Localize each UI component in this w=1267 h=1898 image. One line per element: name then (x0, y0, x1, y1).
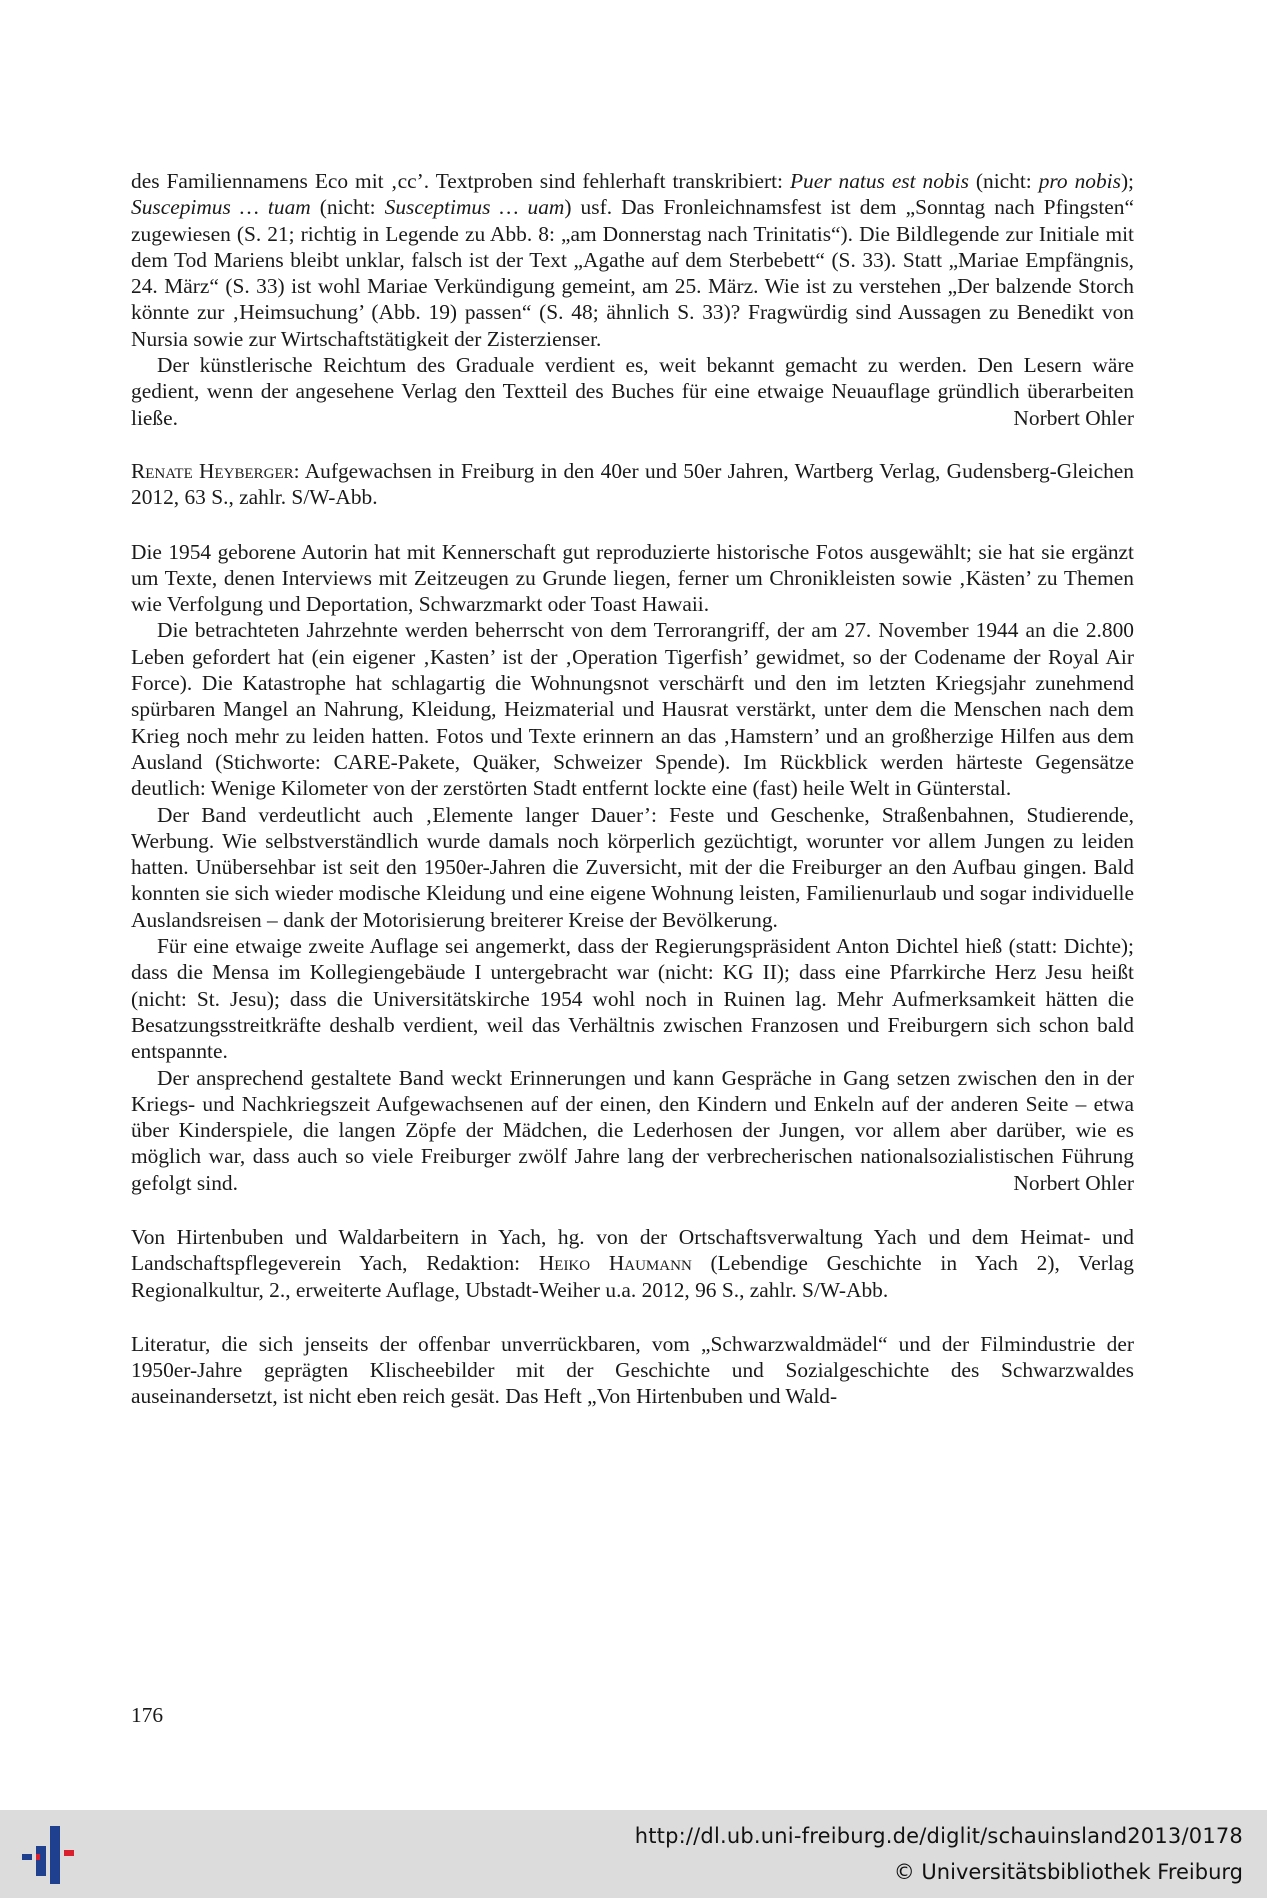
italic-run: Susceptimus … uam (384, 195, 565, 220)
italic-run: pro nobis (1038, 169, 1121, 193)
spacer (131, 1303, 1134, 1331)
text-run: Von Hirtenbuben und Waldarbeitern in Yach, hg. von der Ortschaftsverwaltung Yach und dem Heimat- und Landschaftspflegeverein Yach, Redaktion: (131, 1224, 1134, 1276)
review1-signature: Norbert Ohler (1013, 405, 1134, 430)
review2-paragraph-2: Die betrachteten Jahrzehnte werden beherrscht von dem Terrorangriff, der am 27. November 1944 an die 2.800 Leben gefordert hat (ein eigener ‚Kasten’ ist der ‚Operation Tigerfish’ gewidmet, so der Codename der Royal Air Force). Die Katastrophe hat schlagartig die Wohnungsnot verschärft und den im letzten Kriegsjahr zunehmend spürbaren Mangel an Nahrung, Kleidung, Heizmaterial und Hausrat verstärkt, unter dem die Menschen nach dem Krieg noch mehr zu leiden hatten. Fotos und Texte erinnern an das ‚Hamstern’ und an großherzige Hilfen aus dem Ausland (Stichworte: CARE-Pakete, Quäker, Schweizer Spende). Im Rückblick werden härteste Gegensätze deutlich: Wenige Kilometer von der zerstörten Stadt entfernt lockte eine (fast) heile Welt in Günterstal. (131, 618, 1134, 801)
italic-run: Puer natus est nobis (789, 169, 969, 193)
text-run: ); (1120, 169, 1135, 193)
review1-paragraph-2 (131, 352, 1134, 431)
footer-bar (0, 1810, 1267, 1898)
review2-author: Renate Heyberger (131, 458, 294, 483)
page-number: 176 (131, 1703, 164, 1727)
text-run: (nicht: (968, 169, 1039, 193)
spacer (131, 1196, 1134, 1224)
review3-paragraph-1: Literatur, die sich jenseits der offenbar unverrückbaren, vom „Schwarzwaldmädel“ und der Filmindustrie der 1950er-Jahre geprägten Klischeebilder mit der Geschichte und Sozialgeschichte des Schwarzwaldes auseinandersetzt, ist nicht eben reich gesät. Das Heft „Von Hirtenbuben und Wald- (131, 1331, 1134, 1409)
review2-paragraph-3: Der Band verdeutlicht auch ‚Elemente langer Dauer’: Feste und Geschenke, Straßenbahnen, Studierende, Werbung. Wie selbstverständlich wurde damals noch körperlich gezüchtigt, worunter vor allem Jungen zu leiden hatten. Unübersehbar ist seit den 1950er-Jahren die Zuversicht, mit der die Freiburger an den Aufbau gingen. Bald konnten sie sich wieder modische Kleidung und eine eigene Wohnung leisten, Familienurlaub und sogar individuelle Auslandsreisen – dank der Motorisierung breiterer Kreise der Bevölkerung. (131, 802, 1134, 932)
spacer (131, 511, 1134, 539)
spacer (131, 431, 1134, 458)
review2-paragraph-4: Für eine etwaige zweite Auflage sei angemerkt, dass der Regierungspräsident Anton Dichtel hieß (statt: Dichte); dass die Mensa im Kollegiengebäude I untergebracht war (nicht: KG II); dass eine Pfarrkirche Herz Jesu heißt (nicht: St. Jesu); dass die Universitätskirche 1954 wohl noch in Ruinen lag. Mehr Aufmerksamkeit hätten die Besatzungsstreitkräfte deshalb verdient, weil das Verhältnis zwischen Franzosen und Freiburgern sich schon bald entspannte. (131, 934, 1134, 1064)
text-run: Der künstlerische Reichtum des Graduale verdient es, weit bekannt gemacht zu werden. Den Lesern wäre gedient, wenn der angesehene Verlag den Textteil des Buches für eine etwaige Neuauflage gründlich überarbeiten ließe. (131, 353, 1134, 430)
text-run: (nicht: (310, 195, 385, 220)
review2-heading (131, 458, 1134, 511)
text-run: (Lebendige Geschichte in Yach 2), Verlag Regionalkultur, 2., erweiterte Auflage, Ubstadt-Weiher u.a. 2012, 96 S., zahlr. S/W-Abb. (131, 1251, 1134, 1302)
permalink-url[interactable]: http://dl.ub.uni-freiburg.de/diglit/schauinsland2013/0178 (634, 1824, 1243, 1848)
review2-title: : Aufgewachsen in Freiburg in den 40er und 50er Jahren, Wartberg Verlag, Gudensberg-Gleichen 2012, 63 S., zahlr. S/W-Abb. (131, 458, 1134, 510)
review3-editor: Heiko Haumann (538, 1251, 692, 1276)
text-run: des Familiennamens Eco mit ‚cc’. Textproben sind fehlerhaft transkribiert: (131, 169, 790, 193)
italic-run: Suscepimus … tuam (131, 195, 311, 220)
text-run: Der ansprechend gestaltete Band weckt Erinnerungen und kann Gespräche in Gang setzen zwischen den in der Kriegs- und Nachkriegszeit Aufgewachsenen auf der einen, den Kindern und Enkeln auf der anderen Seite – etwa über Kinderspiele, die langen Zöpfe der Mädchen, die Lederhosen der Jungen, vor allem aber darüber, wie es möglich war, dass auch so viele Freiburger zwölf Jahre lang der verbrecherischen nationalsozialistischen Führung gefolgt sind. (131, 1065, 1134, 1195)
ub-freiburg-logo-icon[interactable] (16, 1824, 86, 1886)
review2-paragraph-5 (131, 1065, 1134, 1196)
review1-paragraph-1 (131, 168, 1134, 352)
document-body (131, 168, 1134, 1410)
review3-heading (131, 1224, 1134, 1303)
review2-paragraph-1: Die 1954 geborene Autorin hat mit Kennerschaft gut reproduzierte historische Fotos ausgewählt; sie hat sie ergänzt um Texte, denen Interviews mit Zeitzeugen zu Grunde liegen, ferner um Chronikleisten sowie ‚Kästen’ zu Themen wie Verfolgung und Deportation, Schwarzmarkt oder Toast Hawaii. (131, 539, 1134, 617)
copyright-notice: © Universitätsbibliothek Freiburg (893, 1860, 1243, 1884)
review2-signature: Norbert Ohler (1013, 1170, 1134, 1195)
text-run: ) usf. Das Fronleichnamsfest ist dem „Sonntag nach Pfingsten“ zugewiesen (S. 21; richtig in Legende zu Abb. 8: „am Donnerstag nach Trinitatis“). Die Bildlegende zur Initiale mit dem Tod Mariens bleibt unklar, falsch ist der Text „Agathe auf dem Sterbebett“ (S. 33). Statt „Mariae Empfängnis, 24. März“ (S. 33) ist wohl Mariae Verkündigung gemeint, am 25. März. Wie ist zu verstehen „Der balzende Storch könnte zur ‚Heimsuchung’ (Abb. 19) passen“ (S. 48; ähnlich S. 33)? Fragwürdig sind Aussagen zu Benedikt von Nursia sowie zur Wirtschaftstätigkeit der Zisterzienser. (131, 195, 1134, 351)
